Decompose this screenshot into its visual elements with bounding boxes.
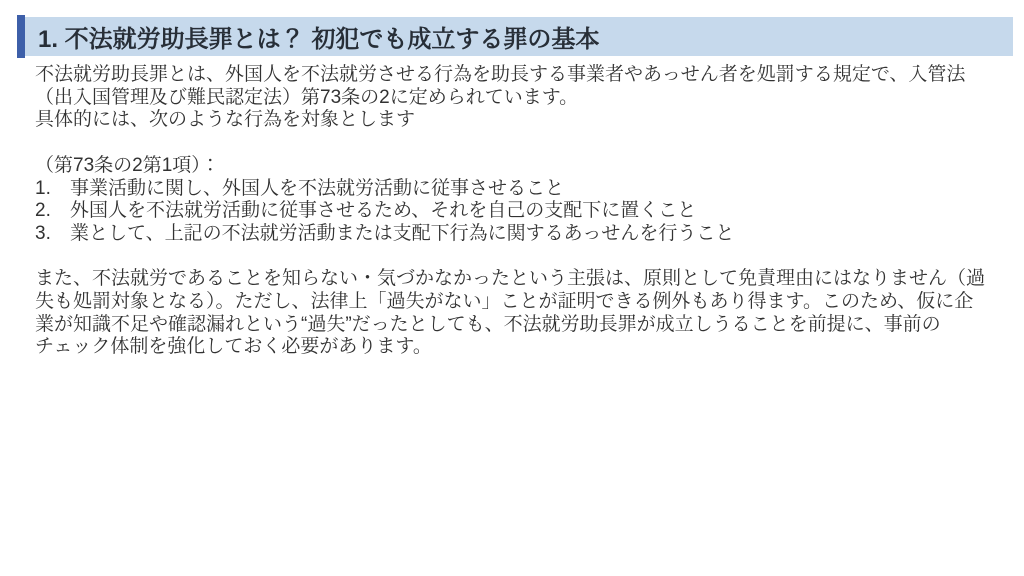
- closing-line-2: 失も処罰対象となる）。ただし、法律上「過失がない」ことが証明できる例外もあり得ます。このため、仮に企: [35, 291, 974, 312]
- list-item-text: 外国人を不法就労活動に従事させるため、それを自己の支配下に置くこと: [70, 200, 697, 222]
- list-item-number: 1.: [35, 177, 51, 199]
- list-item-text: 事業活動に関し、外国人を不法就労活動に従事させること: [70, 177, 565, 199]
- closing-line-3: 業が知識不足や確認漏れという“過失”だったとしても、不法就労助長罪が成立しうることを前提に、事前の: [35, 313, 941, 335]
- clause-label: （第73条の2第1項）：: [35, 154, 220, 176]
- closing-line-1: また、不法就労であることを知らない・気づかなかったという主張は、原則として免責理由にはなりません（過: [35, 268, 986, 290]
- list-item: [35, 178, 1010, 201]
- section-header: [25, 17, 1013, 56]
- intro-paragraph: [35, 64, 1010, 132]
- intro-line-1: 不法就労助長罪とは、外国人を不法就労させる行為を助長する事業者やあっせん者を処罰する規定で、入管法: [35, 64, 966, 85]
- list-item-number: 2.: [35, 200, 51, 222]
- header-accent-bar: [17, 15, 25, 58]
- body-content: [35, 64, 1010, 359]
- list-item: [35, 223, 1010, 246]
- closing-paragraph: [35, 268, 1010, 359]
- list-item-number: 3.: [35, 222, 51, 244]
- intro-line-2: （出入国管理及び難民認定法）第73条の2に定められています。: [35, 86, 579, 108]
- list-item: [35, 200, 1010, 223]
- section-title: 1. 不法就労助長罪とは？ 初犯でも成立する罪の基本: [38, 26, 600, 53]
- list-item-text: 業として、上記の不法就労活動または支配下行為に関するあっせんを行うこと: [70, 222, 735, 244]
- closing-line-4: チェック体制を強化しておく必要があります。: [35, 336, 432, 358]
- clause-block: [35, 155, 1010, 246]
- intro-line-3: 具体的には、次のような行為を対象とします: [35, 109, 416, 131]
